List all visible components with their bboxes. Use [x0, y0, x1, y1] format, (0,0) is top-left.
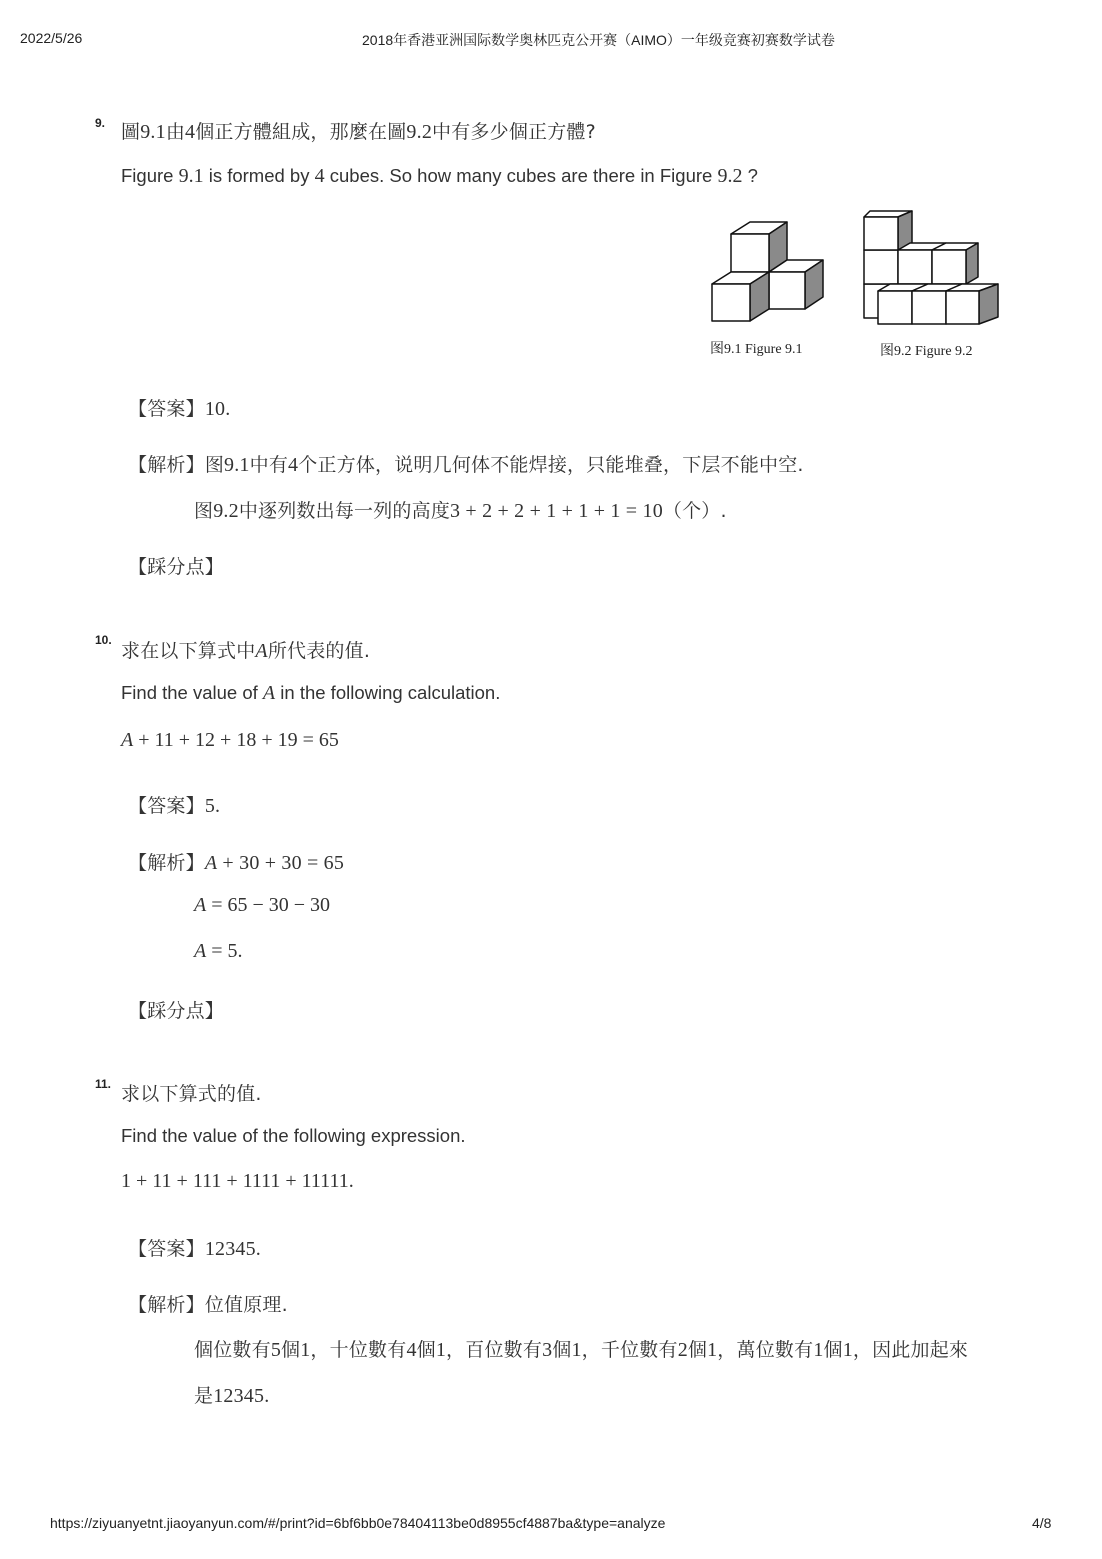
q9-analysis: 【解析】图9.1中有4个正方体，说明几何体不能焊接，只能堆叠，下层不能中空.: [128, 454, 804, 476]
q10-answer: 【答案】5.: [128, 795, 221, 817]
q11-analysis: 【解析】位值原理.: [128, 1294, 288, 1316]
figure-9-2-cubes: [858, 205, 1003, 330]
question-number-10: 10.: [95, 633, 112, 647]
q11-analysis-line3: 是12345.: [194, 1385, 270, 1407]
q11-question-zh: 求以下算式的值.: [121, 1083, 262, 1105]
q10-question-zh: 求在以下算式中A所代表的值.: [121, 640, 371, 662]
question-number-11: 11.: [95, 1077, 112, 1091]
q9-analysis-line2: 图9.2中逐列数出每一列的高度3 + 2 + 2 + 1 + 1 + 1 = 10（个）.: [194, 500, 727, 522]
q9-answer: 【答案】10.: [128, 398, 231, 420]
q11-answer: 【答案】12345.: [128, 1238, 262, 1260]
page-number: 4/8: [1032, 1515, 1052, 1531]
q10-step-2: A = 65 − 30 − 30: [194, 894, 331, 916]
q11-analysis-line2: 個位數有5個1，十位數有4個1，百位數有3個1，千位數有2個1，萬位數有1個1，因此加起來: [194, 1339, 969, 1361]
q9-question-zh: 圖9.1由4個正方體組成，那麼在圖9.2中有多少個正方體?: [121, 121, 596, 143]
q11-question-en: Find the value of the following expression.: [121, 1125, 466, 1146]
document-title: 2018年香港亚洲国际数学奥林匹克公开赛（AIMO）一年级竞赛初赛数学试卷: [362, 32, 835, 48]
figure-9-1-cubes: [705, 215, 830, 330]
figure-9-1-caption: 图9.1 Figure 9.1: [710, 342, 803, 357]
q10-question-en: Find the value of A in the following calculation.: [121, 682, 501, 704]
q11-equation: 1 + 11 + 111 + 1111 + 11111.: [121, 1170, 354, 1192]
page-url-link[interactable]: https://ziyuanyetnt.jiaoyanyun.com/#/print?id=6bf6bb0e78404113be0d8955cf4887ba&type=analyze: [50, 1515, 666, 1531]
q9-scoring-points: 【踩分点】: [128, 556, 225, 578]
q10-equation: A + 11 + 12 + 18 + 19 = 65: [121, 729, 339, 751]
question-number-9: 9.: [95, 116, 106, 130]
q9-question-en: Figure 9.1 is formed by 4 cubes. So how many cubes are there in Figure 9.2 ?: [121, 165, 758, 187]
figure-9-2-caption: 图9.2 Figure 9.2: [880, 344, 973, 359]
print-date: 2022/5/26: [20, 30, 83, 46]
q10-step-3: A = 5.: [194, 940, 243, 962]
q10-scoring-points: 【踩分点】: [128, 1000, 225, 1022]
q10-analysis: 【解析】A + 30 + 30 = 65: [128, 852, 345, 874]
